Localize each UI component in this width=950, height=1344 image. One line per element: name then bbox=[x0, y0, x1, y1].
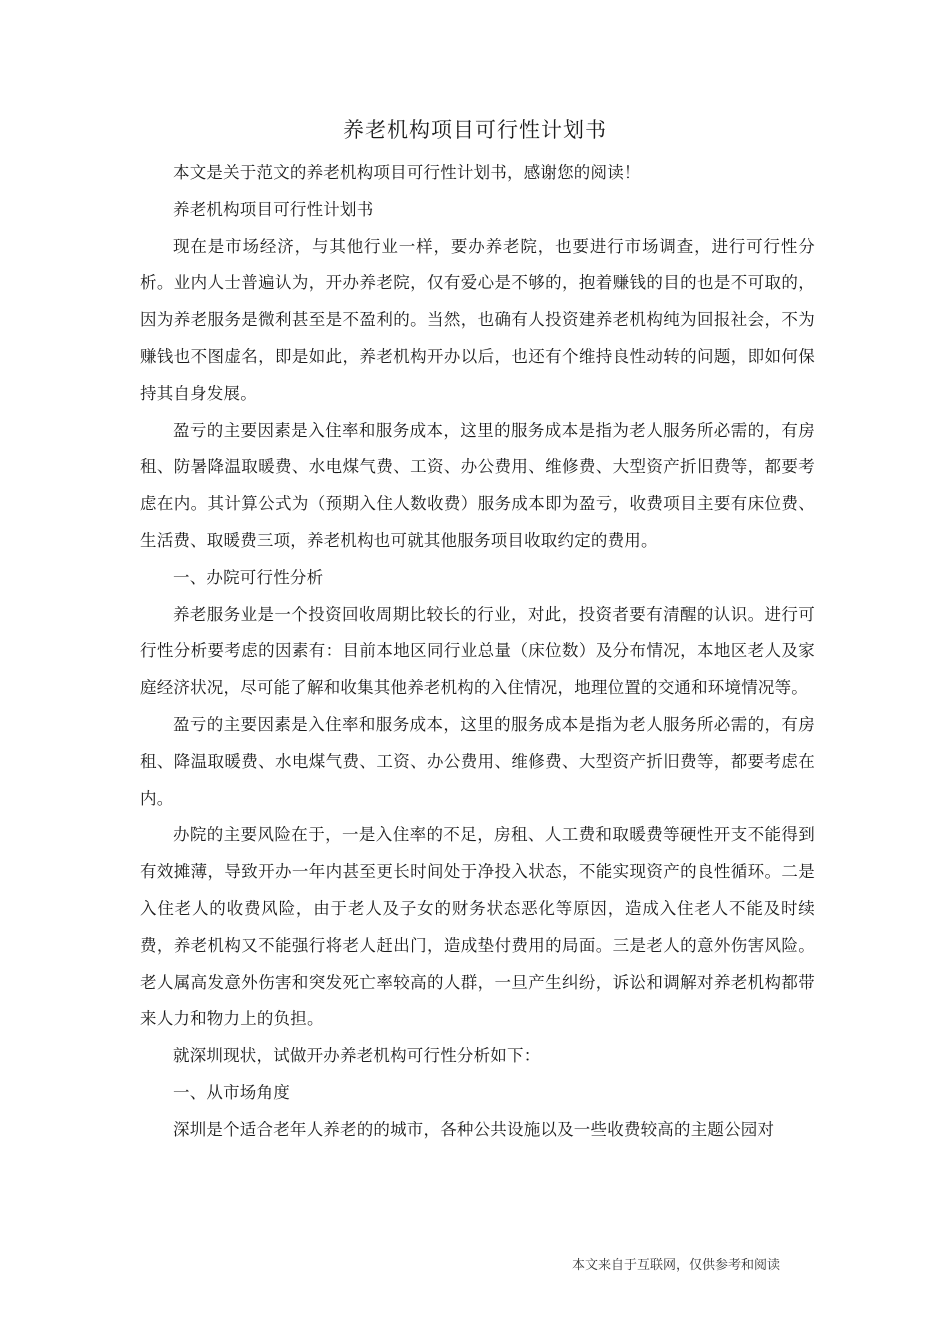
document-body bbox=[140, 155, 815, 1149]
body-paragraph: 盈亏的主要因素是入住率和服务成本，这里的服务成本是指为老人服务所必需的，有房租、防暑降温取暖费、水电煤气费、工资、办公费用、维修费、大型资产折旧费等，都要考虑在内。其计算公式为（预期入住人数收费）服务成本即为盈亏，收费项目主要有床位费、生活费、取暖费三项，养老机构也可就其他服务项目收取约定的费用。 bbox=[140, 420, 815, 550]
document-title: 养老机构项目可行性计划书 bbox=[343, 118, 607, 142]
body-paragraph: 养老服务业是一个投资回收周期比较长的行业，对此，投资者要有清醒的认识。进行可行性分析要考虑的因素有：目前本地区同行业总量（床位数）及分布情况，本地区老人及家庭经济状况，尽可能了解和收集其他养老机构的入住情况，地理位置的交通和环境情况等。 bbox=[140, 604, 815, 698]
intro-paragraph: 本文是关于范文的养老机构项目可行性计划书，感谢您的阅读！ bbox=[173, 163, 641, 182]
body-paragraph: 深圳是个适合老年人养老的的城市，各种公共设施以及一些收费较高的主题公园对 bbox=[173, 1119, 775, 1139]
subtitle-paragraph: 养老机构项目可行性计划书 bbox=[173, 199, 374, 219]
body-paragraph: 就深圳现状，试做开办养老机构可行性分析如下： bbox=[173, 1046, 541, 1066]
body-paragraph: 办院的主要风险在于，一是入住率的不足，房租、人工费和取暖费等硬性开支不能得到有效摊薄，导致开办一年内甚至更长时间处于净投入状态，不能实现资产的良性循环。二是入住老人的收费风险，由于老人及子女的财务状态恶化等原因，造成入住老人不能及时续费，养老机构又不能强行将老人赶出门，造成垫付费用的局面。三是老人的意外伤害风险。老人属高发意外伤害和突发死亡率较高的人群，一旦产生纠纷，诉讼和调解对养老机构都带来人力和物力上的负担。 bbox=[140, 825, 815, 1029]
section-heading: 一、从市场角度 bbox=[173, 1082, 290, 1102]
footer-note: 本文来自于互联网，仅供参考和阅读 bbox=[572, 1258, 781, 1273]
body-paragraph: 现在是市场经济，与其他行业一样，要办养老院，也要进行市场调查，进行可行性分析。业内人士普遍认为，开办养老院，仅有爱心是不够的，抱着赚钱的目的也是不可取的，因为养老服务是微利甚至是不盈利的。当然，也确有人投资建养老机构纯为回报社会，不为赚钱也不图虚名，即是如此，养老机构开办以后，也还有个维持良性动转的问题，即如何保持其自身发展。 bbox=[140, 236, 815, 403]
body-paragraph: 盈亏的主要因素是入住率和服务成本，这里的服务成本是指为老人服务所必需的，有房租、降温取暖费、水电煤气费、工资、办公费用、维修费、大型资产折旧费等，都要考虑在内。 bbox=[140, 714, 815, 808]
section-heading: 一、办院可行性分析 bbox=[173, 567, 324, 587]
